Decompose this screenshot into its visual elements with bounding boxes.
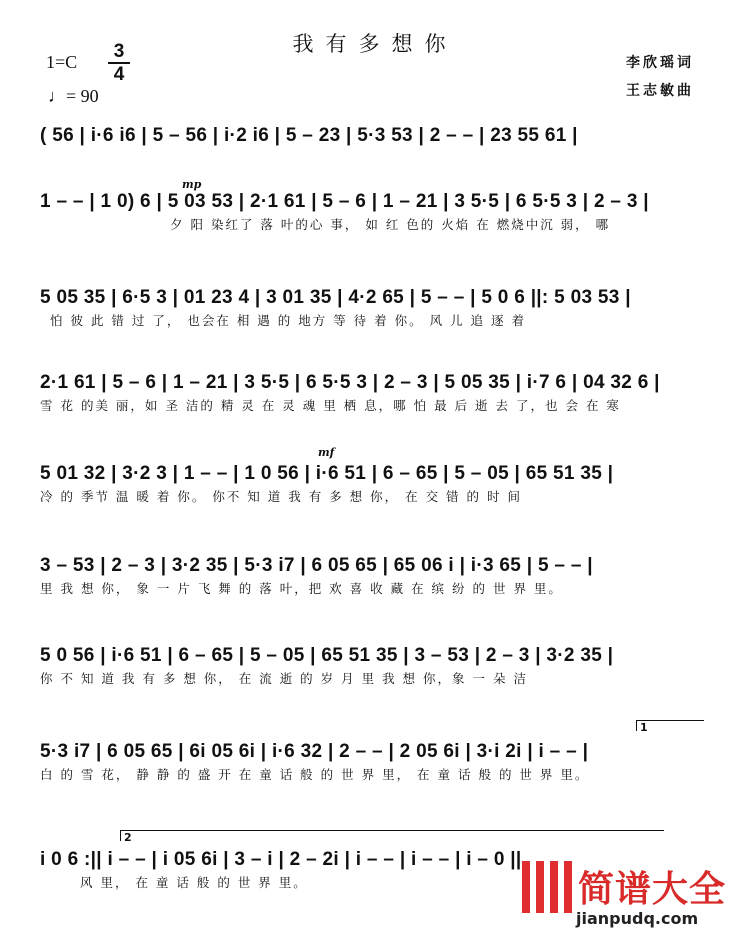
watermark-logo <box>522 861 742 933</box>
score-system-4 <box>40 369 705 415</box>
notation-line: i 0 6 :|| i – – | i 05 6i | 3 – i | 2 – 2i | i – – | i – – | i – 0 || <box>40 849 522 870</box>
dynamic-mf: mf <box>318 446 335 459</box>
lyrics-line: 怕 彼 此 错 过 了， 也会在 相 遇 的 地方 等 待 着 你。 风 儿 追 逐 着 <box>50 313 526 328</box>
watermark-title: 简谱大全 <box>578 869 727 910</box>
watermark-url: jianpudq.com <box>576 909 699 928</box>
tempo-marking: ♩= 90 <box>48 86 99 106</box>
time-signature-bottom: 4 <box>113 64 125 85</box>
key-signature: 1=C <box>46 52 78 72</box>
lyrics-line: 风 里， 在 童 话 般 的 世 界 里。 <box>80 875 308 890</box>
score-system-5 <box>40 460 705 506</box>
notation-line: 2·1 61 | 5 – 6 | 1 – 21 | 3 5·5 | 6 5·5 3 | 2 – 3 | 5 05 35 | i·7 6 | 04 32 6 | <box>40 372 660 393</box>
notation-line: ( 56 | i·6 i6 | 5 – 56 | i·2 i6 | 5 – 23 | 5·3 53 | 2 – – | 23 55 61 | <box>40 125 578 146</box>
lyrics-line: 雪 花 的美 丽，如 圣 洁的 精 灵 在 灵 魂 里 栖 息，哪 怕 最 后 逝 去 了，也 会 在 寒 <box>40 398 621 413</box>
score-system-8 <box>40 738 705 784</box>
lyrics-line: 里 我 想 你， 象 一 片 飞 舞 的 落 叶，把 欢 喜 收 藏 在 缤 纷 的 世 界 里。 <box>40 581 563 596</box>
dynamic-mp: mp <box>182 178 202 191</box>
time-signature <box>108 42 130 84</box>
score-system-6 <box>40 552 705 598</box>
notation-line: 3 – 53 | 2 – 3 | 3·2 35 | 5·3 i7 | 6 05 65 | 65 06 i | i·3 65 | 5 – – | <box>40 555 593 576</box>
song-title: 我有多想你 <box>292 32 458 56</box>
lyrics-line: 你 不 知 道 我 有 多 想 你， 在 流 逝 的 岁 月 里 我 想 你，象 一 朵 洁 <box>40 671 528 686</box>
lyrics-line: 夕 阳 染红了 落 叶的心 事， 如 红 色的 火焰 在 燃烧中沉 弱， 哪 <box>170 217 611 232</box>
lyrics-line: 白 的 雪 花， 静 静 的 盛 开 在 童 话 般 的 世 界 里， 在 童 话 般 的 世 界 里。 <box>40 767 590 782</box>
notation-line: 5 0 56 | i·6 51 | 6 – 65 | 5 – 05 | 65 51 35 | 3 – 53 | 2 – 3 | 3·2 35 | <box>40 645 614 666</box>
volta-2: 2 <box>120 830 664 841</box>
composer-credit: 王志敏曲 <box>626 83 694 99</box>
notation-line: 1 – – | 1 0) 6 | 5 03 53 | 2·1 61 | 5 – 6 | 1 – 21 | 3 5·5 | 6 5·5 3 | 2 – 3 | <box>40 191 649 212</box>
score-system-3 <box>40 284 705 330</box>
lyricist-credit: 李欣瑶词 <box>626 55 694 71</box>
notation-line: 5 01 32 | 3·2 3 | 1 – – | 1 0 56 | i·6 51 | 6 – 65 | 5 – 05 | 65 51 35 | <box>40 463 614 484</box>
notation-line: 5 05 35 | 6·5 3 | 01 23 4 | 3 01 35 | 4·2 65 | 5 – – | 5 0 6 ||: 5 03 53 | <box>40 287 631 308</box>
lyrics-line: 冷 的 季节 温 暖 着 你。 你不 知 道 我 有 多 想 你， 在 交 错 的 时 间 <box>40 489 522 504</box>
piano-keys-icon <box>522 861 572 913</box>
score-system-2 <box>40 188 705 234</box>
score-system-1 <box>40 122 705 150</box>
volta-1: 1 <box>636 720 704 731</box>
notation-line: 5·3 i7 | 6 05 65 | 6i 05 6i | i·6 32 | 2 – – | 2 05 6i | 3·i 2i | i – – | <box>40 741 589 762</box>
time-signature-top: 3 <box>113 41 125 62</box>
score-system-7 <box>40 642 705 688</box>
